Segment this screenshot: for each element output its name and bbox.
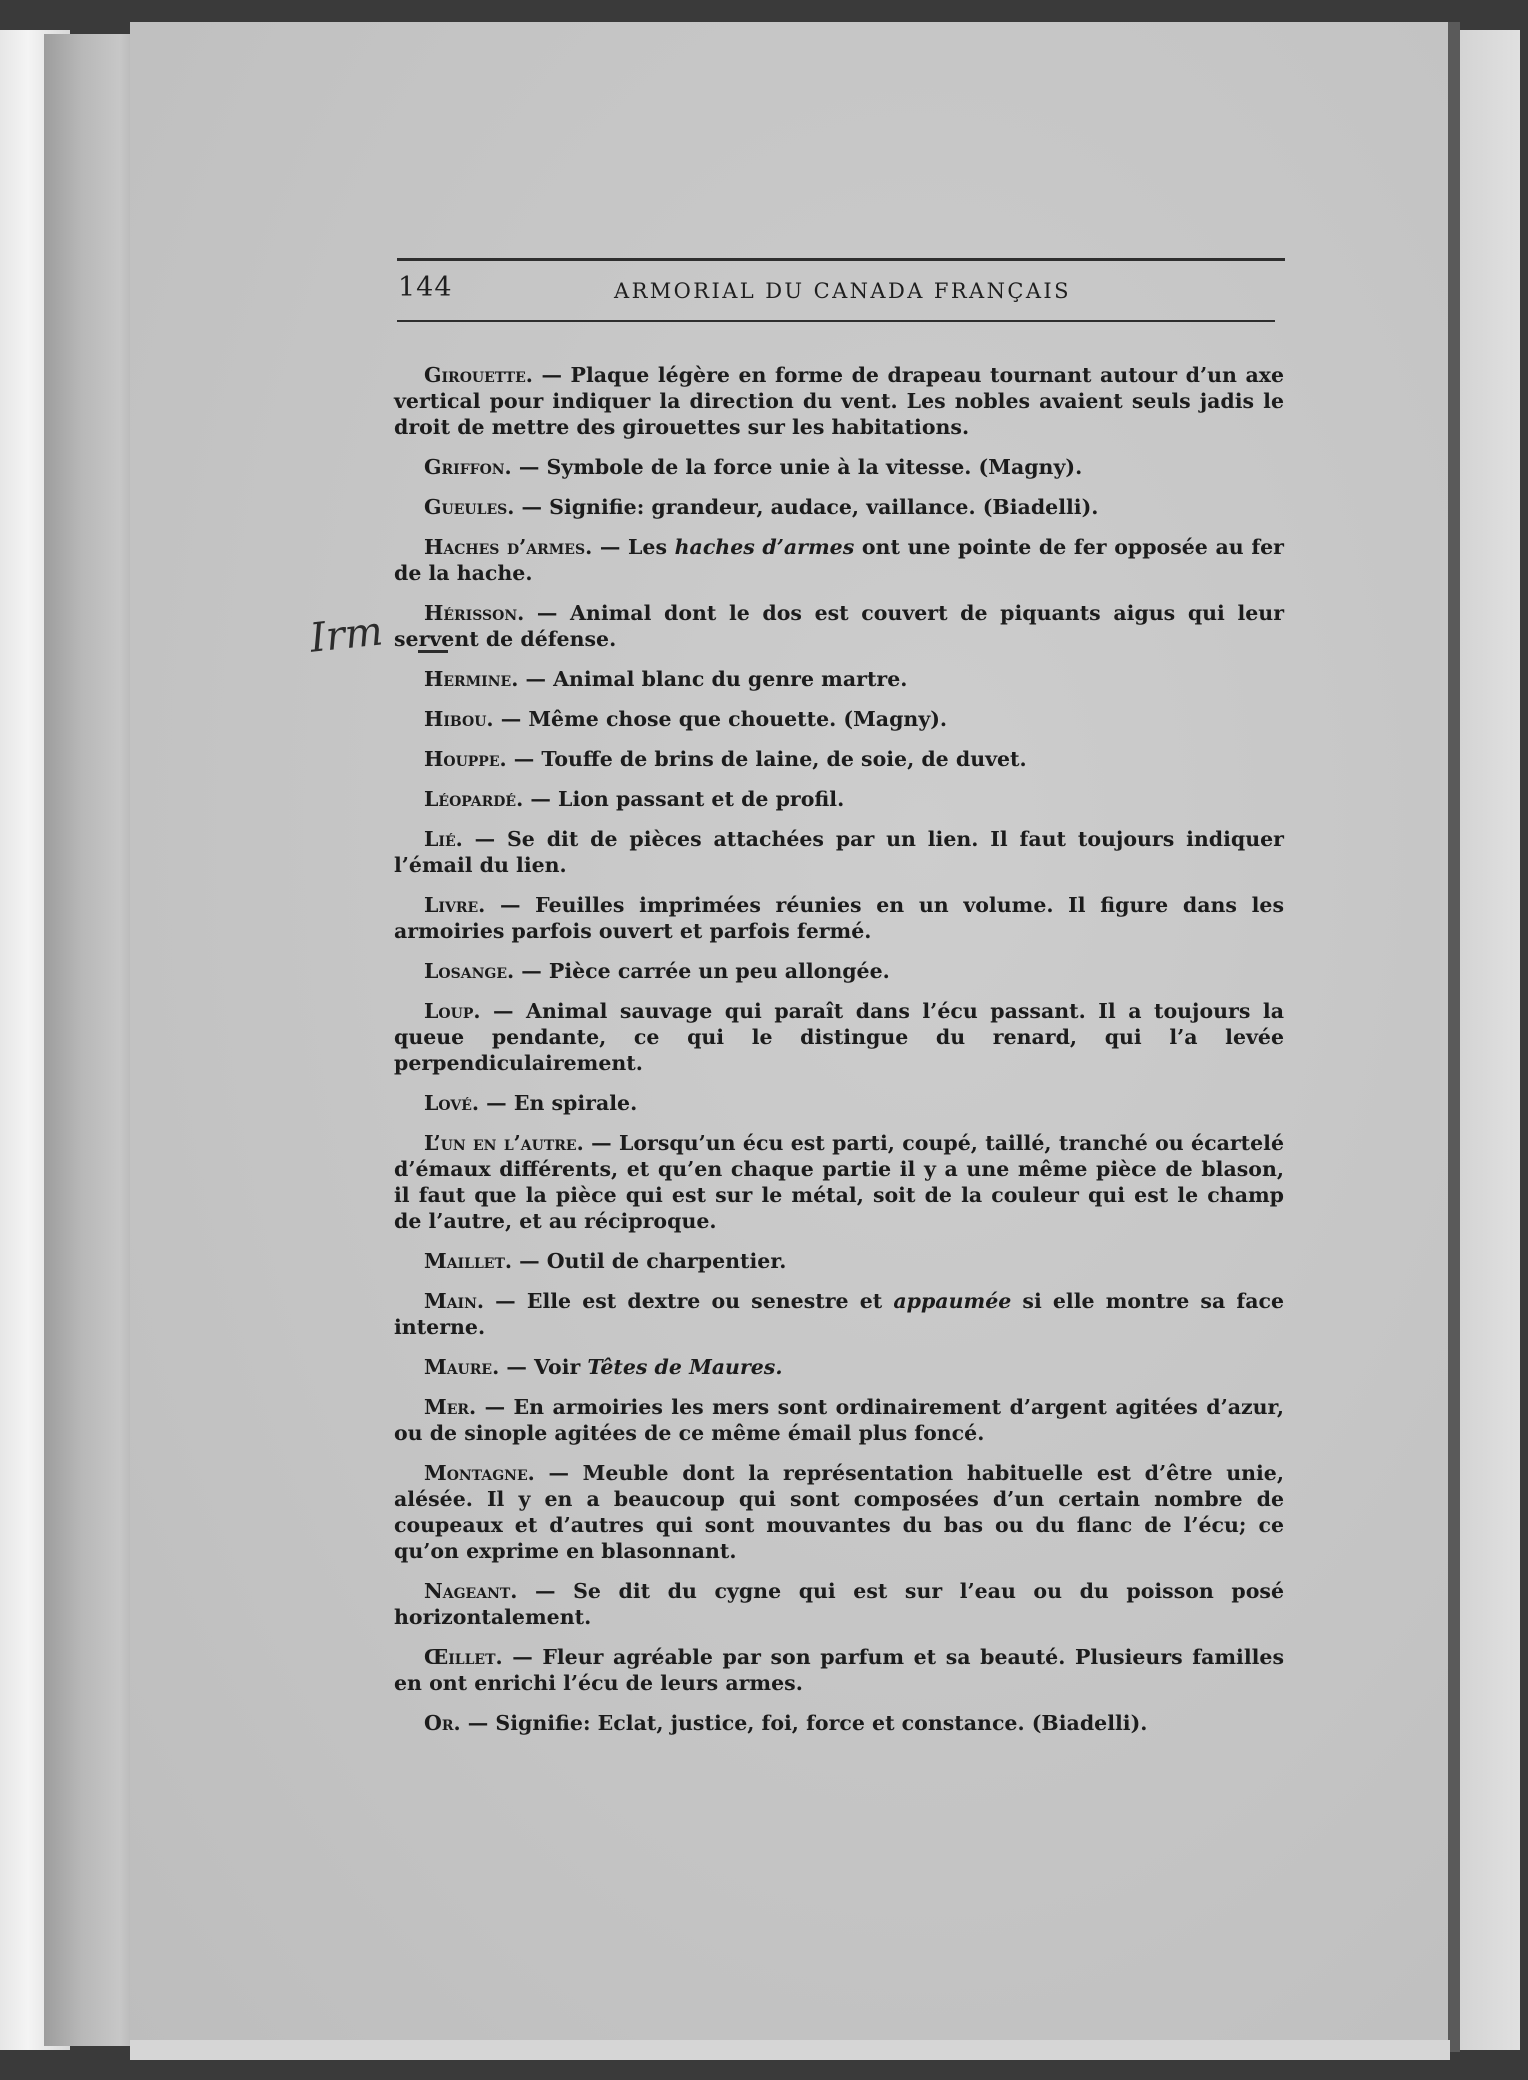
entry-definition: — Animal dont le dos est couvert de piquants aigus qui leur servent de défense. — [394, 601, 1284, 651]
header-rule-top — [397, 258, 1285, 261]
entry-term: Livre. — [424, 893, 486, 917]
glossary-entry — [394, 454, 1284, 480]
entry-term: Hérisson. — [424, 601, 525, 625]
entry-term: Œillet. — [424, 1645, 503, 1669]
entry-definition: — Feuilles imprimées réunies en un volume. Il figure dans les armoiries parfois ouvert et parfois fermé. — [394, 893, 1284, 943]
entry-term: Montagne. — [424, 1461, 535, 1485]
glossary-entry — [394, 1394, 1284, 1446]
entry-term: Nageant. — [424, 1579, 518, 1603]
entry-definition: — Plaque légère en forme de drapeau tournant autour d’un axe vertical pour indiquer la direction du vent. Les nobles avaient seuls jadis le droit de mettre des girouettes sur les habitations. — [394, 363, 1284, 439]
entry-term: Losange. — [424, 959, 515, 983]
glossary-entry — [394, 998, 1284, 1076]
page-bottom-edge — [130, 2040, 1450, 2060]
header-rule-bottom — [397, 320, 1275, 322]
entry-term: Main. — [424, 1289, 485, 1313]
entry-term: Lové. — [424, 1091, 480, 1115]
entry-definition: — En spirale. — [479, 1091, 638, 1115]
entry-term: Léopardé. — [424, 787, 524, 811]
entry-italic-term: haches d’armes — [674, 535, 855, 559]
glossary-entry — [394, 1090, 1284, 1116]
entry-definition: — Signifie: Eclat, justice, foi, force et constance. (Biadelli). — [460, 1711, 1148, 1735]
entry-term: Hibou. — [424, 707, 494, 731]
entry-definition: — Pièce carrée un peu allongée. — [514, 959, 890, 983]
glossary-entry — [394, 958, 1284, 984]
glossary-entry — [394, 534, 1284, 586]
entry-definition-prefix: — Elle est dextre ou senestre et — [484, 1289, 894, 1313]
glossary-entry — [394, 1644, 1284, 1696]
entry-definition: — Lion passant et de profil. — [523, 787, 845, 811]
glossary-entry — [394, 666, 1284, 692]
entry-term: Loup. — [424, 999, 481, 1023]
entry-definition: — Symbole de la force unie à la vitesse. (Magny). — [511, 455, 1083, 479]
glossary-entry — [394, 1248, 1284, 1274]
entry-term: Or. — [424, 1711, 461, 1735]
entry-italic-term: appaumée — [893, 1289, 1012, 1313]
glossary-entry — [394, 1710, 1284, 1736]
glossary-entry — [394, 892, 1284, 944]
glossary-entry — [394, 1354, 1284, 1380]
entry-term: Gueules. — [424, 495, 515, 519]
glossary-entries — [394, 362, 1284, 1750]
entry-definition: — Se dit de pièces attachées par un lien. Il faut toujours indiquer l’émail du lien. — [394, 827, 1284, 877]
running-head: ARMORIAL DU CANADA FRANÇAIS — [614, 279, 1071, 303]
entry-definition-prefix: — Les — [592, 535, 675, 559]
glossary-entry — [394, 1578, 1284, 1630]
entry-term: Lié. — [424, 827, 463, 851]
entry-term: Mer. — [424, 1395, 477, 1419]
entry-term: Maure. — [424, 1355, 500, 1379]
entry-definition: — Meuble dont la représentation habituelle est d’être unie, alésée. Il y en a beaucoup qui sont composées d’un certain nombre de coupeaux et d’autres qui sont mouvantes du bas ou du flanc de l’écu; ce qu’on exprime en blasonnant. — [394, 1461, 1284, 1563]
entry-definition: ont une pointe de fer opposée au fer de la hache. — [394, 535, 1284, 585]
entry-definition: — Animal sauvage qui paraît dans l’écu passant. Il a toujours la queue pendante, ce qui le distingue du renard, qui l’a levée perpendiculairement. — [394, 999, 1284, 1075]
entry-term: Houppe. — [424, 747, 507, 771]
entry-term: Haches d’armes. — [424, 535, 593, 559]
glossary-entry — [394, 494, 1284, 520]
entry-definition: — Touffe de brins de laine, de soie, de duvet. — [506, 747, 1027, 771]
glossary-entry — [394, 706, 1284, 732]
entry-definition: si elle montre sa face interne. — [394, 1289, 1284, 1339]
entry-term: L’un en l’autre. — [424, 1131, 584, 1155]
glossary-entry — [394, 1130, 1284, 1234]
entry-definition: — Outil de charpentier. — [512, 1249, 787, 1273]
glossary-entry — [394, 1460, 1284, 1564]
facing-page-edge — [1460, 30, 1520, 2050]
entry-term: Hermine. — [424, 667, 519, 691]
entry-definition: — Lorsqu’un écu est parti, coupé, taillé, tranché ou écartelé d’émaux différents, et qu’en chaque partie il y a une même pièce de blason, il faut que la pièce qui est sur le métal, soit de la couleur qui est le champ de l’autre, et au réciproque. — [394, 1131, 1285, 1233]
entry-term: Girouette. — [424, 363, 533, 387]
glossary-entry — [394, 746, 1284, 772]
entry-definition: — Fleur agréable par son parfum et sa beauté. Plusieurs familles en ont enrichi l’écu de leurs armes. — [394, 1645, 1284, 1695]
entry-definition-prefix: — Voir — [499, 1355, 588, 1379]
handwritten-annotation: Irm — [307, 608, 386, 662]
glossary-entry — [394, 362, 1284, 440]
entry-definition: — Se dit du cygne qui est sur l’eau ou du poisson posé horizontalement. — [394, 1579, 1284, 1629]
glossary-entry — [394, 600, 1284, 652]
entry-definition: — En armoiries les mers sont ordinairement d’argent agitées d’azur, ou de sinople agitées de ce même émail plus foncé. — [394, 1395, 1284, 1445]
glossary-entry — [394, 826, 1284, 878]
book-gutter-shadow — [44, 34, 139, 2046]
glossary-entry — [394, 1288, 1284, 1340]
page-number: 144 — [398, 272, 453, 303]
page-gutter — [1448, 22, 1460, 2052]
entry-definition: — Animal blanc du genre martre. — [518, 667, 908, 691]
entry-term: Maillet. — [424, 1249, 513, 1273]
entry-italic-term: Têtes de Maures. — [587, 1355, 783, 1379]
entry-definition: — Même chose que chouette. (Magny). — [493, 707, 948, 731]
entry-term: Griffon. — [424, 455, 512, 479]
entry-definition: — Signifie: grandeur, audace, vaillance. (Biadelli). — [514, 495, 1099, 519]
glossary-entry — [394, 786, 1284, 812]
